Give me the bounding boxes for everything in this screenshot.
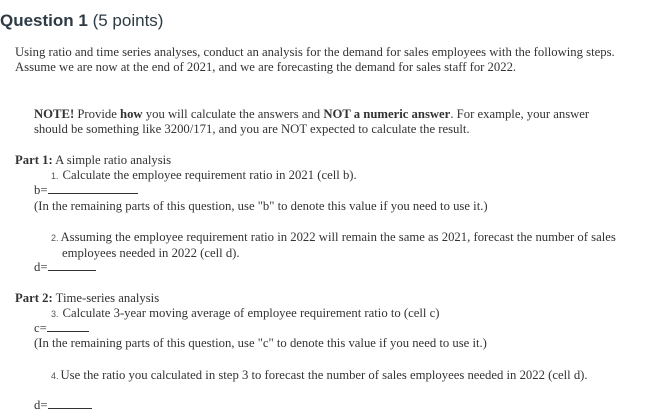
part1-remark: (In the remaining parts of this question, use "b" to denote this value if you need to use it.) xyxy=(34,199,488,213)
part2-remark: (In the remaining parts of this question, use "c" to denote this value if you need to use it.) xyxy=(34,336,487,350)
answer-c-label: c= xyxy=(34,321,47,335)
answer-d2-row xyxy=(34,398,92,413)
answer-d1-label: d= xyxy=(34,260,48,274)
note-emphasis-how: how xyxy=(120,107,143,121)
part1-label: Part 1: xyxy=(15,153,53,167)
question-number: Question 1 xyxy=(0,11,88,30)
answer-d2-blank[interactable] xyxy=(48,407,92,409)
step-2 xyxy=(51,230,622,261)
step-2-text: Assuming the employee requirement ratio in 2022 will remain the same as 2021, forecast the number of sales employees needed in 2022 (cell d). xyxy=(60,230,616,260)
note-text-3: . For example, your answer should be something like 3200/171, and you are NOT expected to calculate the result. xyxy=(34,107,590,136)
note-text-2: you will calculate the answers and xyxy=(142,107,324,121)
step-2-number: 2. xyxy=(51,233,59,243)
step-4-number: 4. xyxy=(51,371,59,381)
part1-heading xyxy=(15,153,171,168)
intro-paragraph: Using ratio and time series analyses, conduct an analysis for the demand for sales employees with the following steps. Assume we are now at the end of 2021, and we are forecasting the demand for sales staff for 2022. xyxy=(15,45,615,74)
answer-c-blank[interactable] xyxy=(47,330,89,332)
answer-d1-blank[interactable] xyxy=(48,269,96,271)
answer-d1-row xyxy=(34,260,96,275)
note-text-1: Provide xyxy=(74,107,121,121)
step-4 xyxy=(51,368,634,384)
step-3 xyxy=(51,306,439,322)
step-3-number: 3. xyxy=(51,309,59,319)
step-1-text: Calculate the employee requirement ratio in 2021 (cell b). xyxy=(62,168,357,182)
note-emphasis-not-numeric: NOT a numeric answer xyxy=(323,107,451,121)
step-3-text: Calculate 3-year moving average of employee requirement ratio to (cell c) xyxy=(62,306,440,320)
part2-label: Part 2: xyxy=(15,291,53,305)
part2-title: Time-series analysis xyxy=(52,291,160,305)
note-paragraph xyxy=(34,107,624,137)
question-title xyxy=(0,11,163,31)
step-1-number: 1. xyxy=(51,171,59,181)
answer-b-row xyxy=(34,183,138,198)
answer-b-blank[interactable] xyxy=(48,192,138,194)
question-points: (5 points) xyxy=(92,11,164,30)
answer-b-label: b= xyxy=(34,183,48,197)
step-4-text: Use the ratio you calculated in step 3 to forecast the number of sales employees needed in 2022 (cell d). xyxy=(60,368,588,382)
part2-heading xyxy=(15,291,159,306)
answer-c-row xyxy=(34,321,89,336)
part1-title: A simple ratio analysis xyxy=(52,153,172,167)
answer-d2-label: d= xyxy=(34,398,48,412)
note-label: NOTE! xyxy=(34,107,75,121)
step-1 xyxy=(51,168,357,184)
